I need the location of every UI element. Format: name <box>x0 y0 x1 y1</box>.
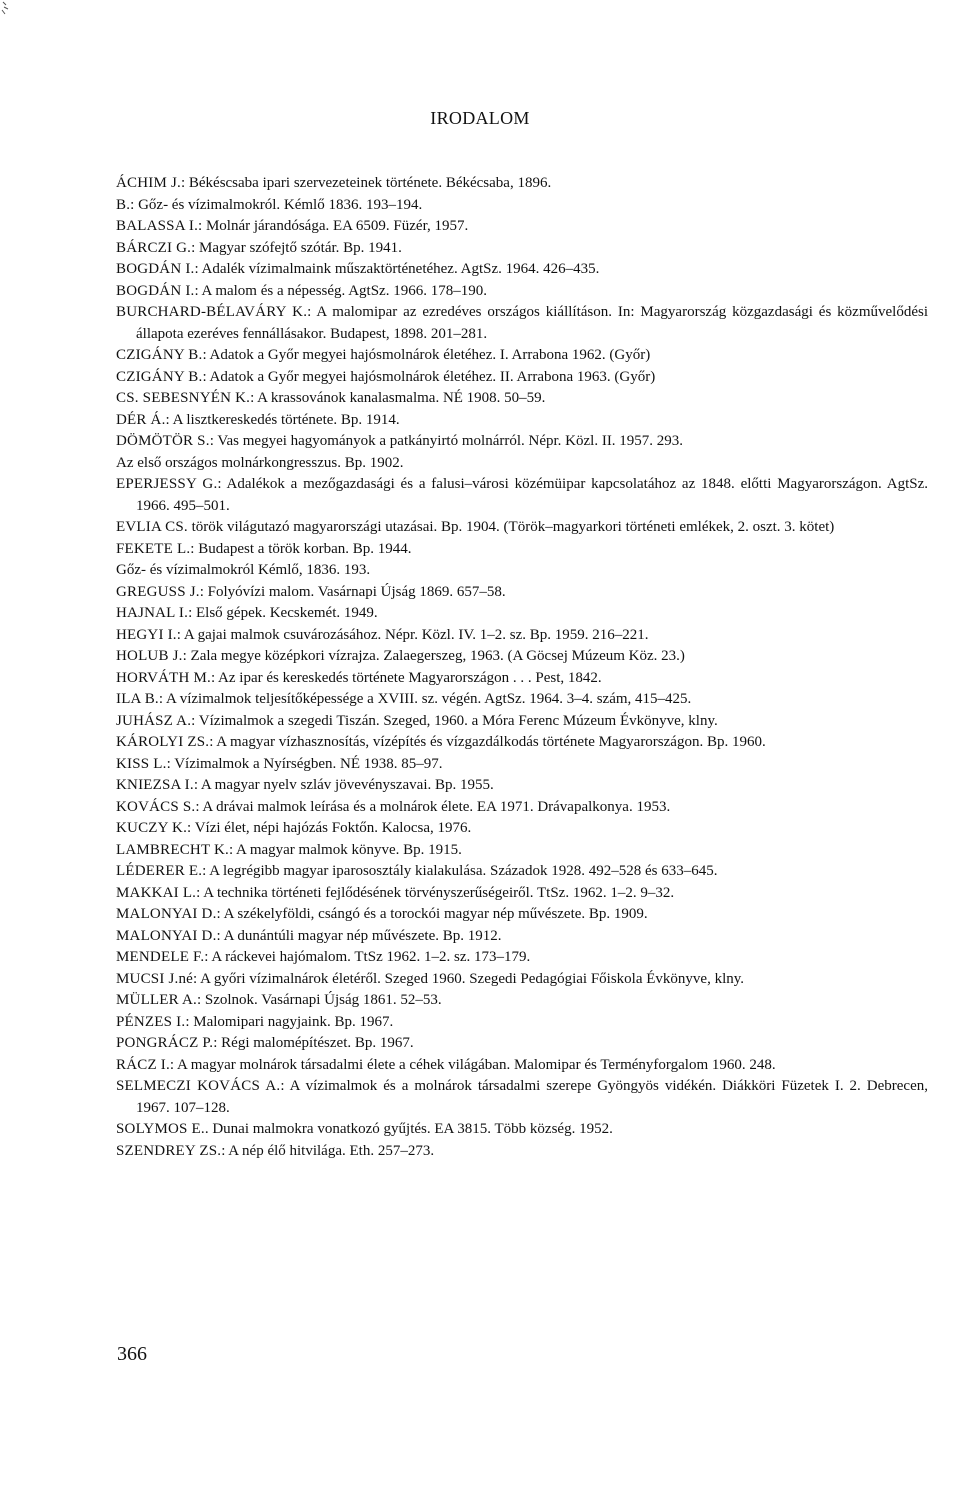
entry-author: CZIGÁNY B. <box>116 347 203 363</box>
entry-author: MALONYAI D. <box>116 906 217 922</box>
entry-author: SZENDREY ZS. <box>116 1142 222 1159</box>
entry-text: : A krassovánok kanalasmalma. NÉ 1908. 50–59. <box>250 390 546 406</box>
bibliography-entry <box>116 1119 928 1141</box>
bibliography-entry <box>116 689 928 711</box>
entry-text: : A malom és a népesség. AgtSz. 1966. 178–190. <box>194 282 487 299</box>
entry-author: BOGDÁN I. <box>116 282 195 299</box>
entry-text: : Molnár járandósága. EA 6509. Füzér, 1957. <box>198 218 469 234</box>
bibliography-entry <box>116 302 928 345</box>
entry-text: . Dunai malmokra vonatkozó gyűjtés. EA 3815. Több község. 1952. <box>204 1121 613 1137</box>
bibliography-entry <box>116 711 928 733</box>
entry-text: : A vízimalmok teljesítőképessége a XVIII. sz. végén. AgtSz. 1964. 3–4. szám, 415–425. <box>158 691 692 707</box>
bibliography-entry <box>116 453 928 475</box>
entry-text: : A legrégibb magyar iparososztály kialakulása. Századok 1928. 492–528 és 633–645. <box>202 863 718 879</box>
bibliography-entry <box>116 259 928 281</box>
bibliography-entry <box>116 173 928 195</box>
entry-text: : Gőz- és vízimalmokról. Kémlő 1836. 193–194. <box>130 196 423 213</box>
entry-text: : A ráckevei hajómalom. TtSz 1962. 1–2. sz. 173–179. <box>204 949 531 965</box>
entry-author: MUCSI J.né <box>116 970 194 987</box>
entry-text: : Vas megyei hagyományok a patkányirtó molnárról. Népr. Közl. II. 1957. 293. <box>209 433 684 449</box>
entry-text: : A magyar nyelv szláv jövevényszavai. Bp. 1955. <box>193 777 494 793</box>
entry-text: török világutazó magyarországi utazásai. Bp. 1904. (Török–magyarkori történeti emlékek, 2. oszt. 3. kötet) <box>187 519 835 535</box>
entry-text: : Zala megye középkori vízrajza. Zalaegerszeg, 1963. (A Göcsej Múzeum Köz. 23.) <box>182 648 685 664</box>
entry-author: HOLUB J. <box>116 648 183 664</box>
bibliography-entry <box>116 367 928 389</box>
entry-text: : Folyóvízi malom. Vasárnapi Újság 1869. 657–58. <box>199 583 506 600</box>
entry-text: : Budapest a török korban. Bp. 1944. <box>190 540 412 557</box>
scan-artifact-mark <box>0 0 18 18</box>
entry-text: : Vízimalmok a szegedi Tiszán. Szeged, 1960. a Móra Ferenc Múzeum Évkönyve, klny. <box>191 712 718 729</box>
entry-author: KUCZY K. <box>116 820 188 836</box>
bibliography-entry <box>116 861 928 883</box>
entry-text: : A nép élő hitvilága. Eth. 257–273. <box>221 1142 435 1159</box>
entry-author: B. <box>116 196 131 213</box>
entry-author: FEKETE L. <box>116 540 191 557</box>
bibliography-entry <box>116 947 928 969</box>
entry-text: : Első gépek. Kecskemét. 1949. <box>188 605 378 621</box>
entry-author: MENDELE F. <box>116 949 205 965</box>
bibliography-entry <box>116 818 928 840</box>
bibliography-entry <box>116 345 928 367</box>
entry-author: KÁROLYI ZS. <box>116 734 210 750</box>
entry-text: : Vízi élet, népi hajózás Foktőn. Kalocsa, 1976. <box>187 820 472 836</box>
bibliography-entry <box>116 990 928 1012</box>
entry-text: : A malomipar az ezredéves országos kiállításon. In: Magyarország közgazdasági és közművelődési állapota ezeréves fennállásakor. Budapest, 1898. 201–281. <box>136 304 928 342</box>
entry-text: : A dunántúli magyar nép művészete. Bp. 1912. <box>216 927 502 944</box>
entry-author: HAJNAL I. <box>116 605 189 621</box>
entry-text: : A székelyföldi, csángó és a torockói magyar nép művészete. Bp. 1909. <box>216 906 648 922</box>
entry-text: : A magyar vízhasznosítás, vízépítés és vízgazdálkodás története Magyarországon. Bp. 1960. <box>209 734 766 750</box>
entry-author: MAKKAI L. <box>116 884 197 901</box>
bibliography-entry <box>116 775 928 797</box>
page-title: IRODALOM <box>430 108 530 128</box>
entry-author: CS. SEBESNYÉN K. <box>116 390 251 406</box>
entry-text: : A győri vízimalnárok életéről. Szeged 1960. Szegedi Pedagógiai Főiskola Évkönyve, klny. <box>193 970 745 987</box>
bibliography-entry <box>116 1141 928 1163</box>
entry-author: PONGRÁCZ P. <box>116 1035 214 1051</box>
bibliography-entry <box>116 668 928 690</box>
entry-text: : Adalékok a mezőgazdasági és a falusi–városi közémüipar kapcsolatához az 1848. előtti Magyarországon. AgtSz. 1966. 495–501. <box>136 476 928 514</box>
bibliography-entry <box>116 754 928 776</box>
entry-author: KOVÁCS S. <box>116 798 196 815</box>
entry-text: : Adatok a Győr megyei hajósmolnárok életéhez. I. Arrabona 1962. (Győr) <box>202 347 651 363</box>
entry-author: LÉDERER E. <box>116 863 203 879</box>
bibliography-entry <box>116 216 928 238</box>
entry-text: Az első országos molnárkongresszus. Bp. 1902. <box>116 454 404 471</box>
entry-text: : A technika történeti fejlődésének törvényszerűségeiről. TtSz. 1962. 1–2. 9–32. <box>196 884 675 901</box>
entry-text: : A magyar molnárok társadalmi élete a céhek világában. Malomipar és Terményforgalom 1960. 248. <box>169 1056 776 1073</box>
bibliography-entry <box>116 603 928 625</box>
entry-text: : A gajai malmok csuvározásához. Népr. Közl. IV. 1–2. sz. Bp. 1959. 216–221. <box>176 626 649 643</box>
entry-text: : Magyar szófejtő szótár. Bp. 1941. <box>191 239 402 256</box>
entry-author: PÉNZES I. <box>116 1013 186 1030</box>
entry-author: ILA B. <box>116 691 159 707</box>
bibliography-entry <box>116 539 928 561</box>
entry-author: GREGUSS J. <box>116 583 200 600</box>
entry-text: : Szolnok. Vasárnapi Újság 1861. 52–53. <box>196 992 442 1008</box>
entry-author: CZIGÁNY B. <box>116 368 203 385</box>
entry-text: : Adatok a Győr megyei hajósmolnárok életéhez. II. Arrabona 1963. (Győr) <box>202 368 656 385</box>
bibliography-entry <box>116 238 928 260</box>
entry-author: BÁRCZI G. <box>116 239 192 256</box>
bibliography-entry <box>116 926 928 948</box>
entry-text: : Régi malomépítészet. Bp. 1967. <box>213 1035 414 1051</box>
entry-author: LAMBRECHT K. <box>116 841 229 858</box>
entry-text: : A drávai malmok leírása és a molnárok élete. EA 1971. Drávapalkonya. 1953. <box>195 798 671 815</box>
entry-text: : A magyar malmok könyve. Bp. 1915. <box>228 841 462 858</box>
bibliography-entry <box>116 1076 928 1119</box>
entry-author: KISS L. <box>116 755 167 772</box>
entry-author: HORVÁTH M. <box>116 669 211 686</box>
bibliography-entry <box>116 410 928 432</box>
bibliography-entry <box>116 732 928 754</box>
bibliography-list <box>116 173 928 1162</box>
entry-author: SOLYMOS E. <box>116 1121 205 1137</box>
bibliography-entry <box>116 797 928 819</box>
bibliography-entry <box>116 646 928 668</box>
page-number: 366 <box>117 1343 147 1365</box>
bibliography-entry <box>116 431 928 453</box>
entry-author: SELMECZI KOVÁCS A. <box>116 1078 281 1094</box>
entry-author: DÖMÖTÖR S. <box>116 433 210 449</box>
entry-author: JUHÁSZ A. <box>116 712 192 729</box>
entry-text: : Vízimalmok a Nyírségben. NÉ 1938. 85–97. <box>166 755 443 772</box>
entry-text: : Malomipari nagyjaink. Bp. 1967. <box>185 1013 394 1030</box>
entry-text: : A vízimalmok és a molnárok társadalmi szerepe Gyöngyös vidékén. Diákköri Füzetek I. 2. Debrecen, 1967. 107–128. <box>136 1078 928 1116</box>
entry-author: BURCHARD-BÉLAVÁRY K. <box>116 304 308 320</box>
bibliography-entry <box>116 195 928 217</box>
entry-author: HEGYI I. <box>116 626 177 643</box>
entry-author: DÉR Á. <box>116 411 166 428</box>
bibliography-entry <box>116 969 928 991</box>
bibliography-entry <box>116 840 928 862</box>
bibliography-entry <box>116 517 928 539</box>
entry-text: : A lisztkereskedés története. Bp. 1914. <box>165 411 400 428</box>
entry-text: : Adalék vízimalmaink műszaktörténetéhez. AgtSz. 1964. 426–435. <box>194 261 600 277</box>
entry-author: KNIEZSA I. <box>116 777 194 793</box>
bibliography-entry <box>116 1012 928 1034</box>
entry-author: EPERJESSY G. <box>116 476 218 492</box>
entry-author: MALONYAI D. <box>116 927 217 944</box>
entry-author: MÜLLER A. <box>116 992 197 1008</box>
entry-text: : Az ipar és kereskedés története Magyarországon . . . Pest, 1842. <box>210 669 602 686</box>
bibliography-entry <box>116 560 928 582</box>
bibliography-entry <box>116 1055 928 1077</box>
bibliography-entry <box>116 388 928 410</box>
bibliography-entry <box>116 904 928 926</box>
entry-author: RÁCZ I. <box>116 1056 170 1073</box>
bibliography-entry <box>116 1033 928 1055</box>
entry-text: Gőz- és vízimalmokról Kémlő, 1836. 193. <box>116 562 371 578</box>
bibliography-entry <box>116 883 928 905</box>
bibliography-entry <box>116 281 928 303</box>
bibliography-entry <box>116 582 928 604</box>
entry-author: BALASSA I. <box>116 218 199 234</box>
entry-author: BOGDÁN I. <box>116 261 195 277</box>
bibliography-entry <box>116 625 928 647</box>
entry-author: ÁCHIM J. <box>116 175 181 191</box>
entry-author: EVLIA CS. <box>116 519 188 535</box>
bibliography-entry <box>116 474 928 517</box>
entry-text: : Békéscsaba ipari szervezeteinek története. Békécsaba, 1896. <box>180 175 552 191</box>
